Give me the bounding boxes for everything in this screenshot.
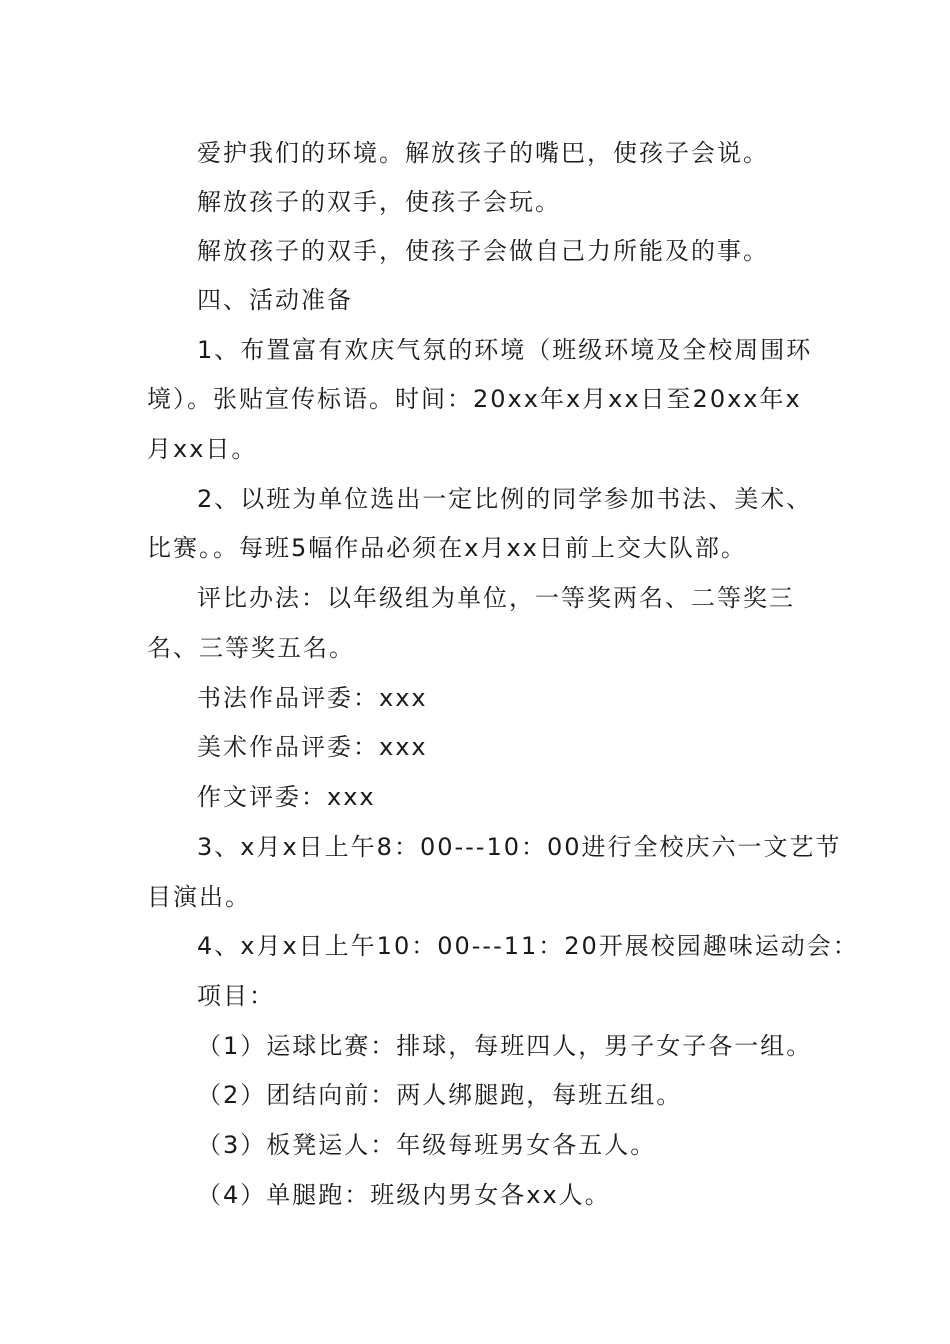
text-line: 4、x月x日上午10：00---11：20开展校园趣味运动会： — [197, 932, 859, 960]
list-item: （1）运球比赛：排球，每班四人，男子女子各一组。 — [197, 1032, 813, 1060]
text-line: 书法作品评委：xxx — [197, 684, 428, 712]
text-line: 项目： — [197, 982, 275, 1010]
section-heading: 四、活动准备 — [197, 286, 353, 314]
text-line: 3、x月x日上午8：00---10：00进行全校庆六一文艺节 — [197, 833, 842, 861]
list-item: （2）团结向前：两人绑腿跑，每班五组。 — [197, 1081, 683, 1109]
text-line: 2、以班为单位选出一定比例的同学参加书法、美术、 — [197, 485, 813, 513]
text-line: 目演出。 — [147, 883, 251, 911]
text-line: 名、三等奖五名。 — [147, 634, 355, 662]
list-item: （3）板凳运人：年级每班男女各五人。 — [197, 1131, 657, 1159]
text-line: 评比办法：以年级组为单位，一等奖两名、二等奖三 — [197, 584, 795, 612]
text-line: 月xx日。 — [147, 435, 258, 463]
text-line: 爱护我们的环境。解放孩子的嘴巴，使孩子会说。 — [197, 139, 769, 167]
text-line: 境）。张贴宣传标语。时间：20xx年x月xx日至20xx年x — [147, 385, 802, 413]
text-line: 美术作品评委：xxx — [197, 733, 428, 761]
text-line: 1、布置富有欢庆气氛的环境（班级环境及全校周围环 — [197, 336, 813, 364]
text-line: 解放孩子的双手，使孩子会玩。 — [197, 188, 561, 216]
text-line: 作文评委：xxx — [197, 783, 376, 811]
text-line: 解放孩子的双手，使孩子会做自己力所能及的事。 — [197, 237, 769, 265]
text-line: 比赛。。每班5幅作品必须在x月xx日前上交大队部。 — [147, 534, 747, 562]
list-item: （4）单腿跑：班级内男女各xx人。 — [197, 1181, 611, 1209]
